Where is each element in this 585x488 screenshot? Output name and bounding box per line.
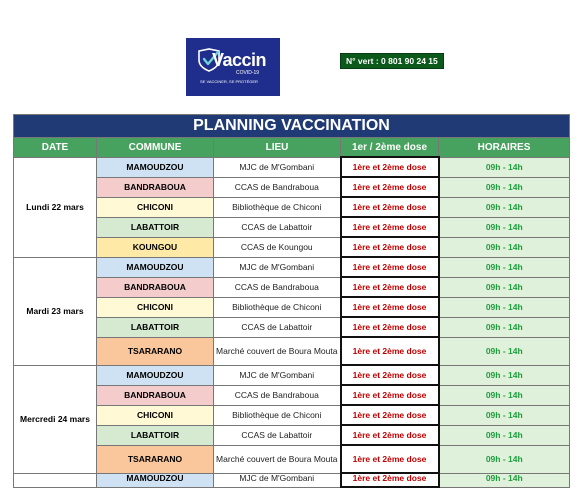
hours-cell: 09h - 14h	[439, 237, 570, 257]
commune-cell: TSARARANO	[97, 337, 214, 365]
commune-cell: BANDRABOUA	[97, 277, 214, 297]
dose-cell: 1ère et 2ème dose	[341, 297, 439, 317]
dose-cell: 1ère et 2ème dose	[341, 177, 439, 197]
header-row	[14, 138, 570, 158]
commune-cell: BANDRABOUA	[97, 385, 214, 405]
hours-cell: 09h - 14h	[439, 257, 570, 277]
logo-subtitle: SE VACCINER, SE PROTÉGER	[200, 79, 258, 84]
table-row	[14, 385, 570, 405]
commune-cell: CHICONI	[97, 197, 214, 217]
table-row	[14, 317, 570, 337]
lieu-cell: Bibliothèque de Chiconi	[214, 297, 341, 317]
lieu-cell: MJC de M'Gombani	[214, 473, 341, 487]
table-row	[14, 257, 570, 277]
dose-cell: 1ère et 2ème dose	[341, 277, 439, 297]
commune-cell: CHICONI	[97, 405, 214, 425]
commune-cell: CHICONI	[97, 297, 214, 317]
lieu-cell: CCAS de Bandraboua	[214, 277, 341, 297]
table-row	[14, 177, 570, 197]
lieu-cell: MJC de M'Gombani	[214, 157, 341, 177]
commune-cell: MAMOUDZOU	[97, 473, 214, 487]
table-row	[14, 365, 570, 385]
lieu-cell: CCAS de Bandraboua	[214, 177, 341, 197]
lieu-cell: Bibliothèque de Chiconi	[214, 197, 341, 217]
lieu-cell: Marché couvert de Boura Mouta	[214, 337, 341, 365]
dose-cell: 1ère et 2ème dose	[341, 385, 439, 405]
date-cell: Lundi 22 mars	[14, 157, 97, 257]
dose-cell: 1ère et 2ème dose	[341, 157, 439, 177]
hours-cell: 09h - 14h	[439, 317, 570, 337]
header-lieu: LIEU	[214, 138, 341, 158]
lieu-cell: Bibliothèque de Chiconi	[214, 405, 341, 425]
vaccination-schedule-table	[13, 114, 570, 488]
dose-cell: 1ère et 2ème dose	[341, 365, 439, 385]
dose-cell: 1ère et 2ème dose	[341, 257, 439, 277]
dose-cell: 1ère et 2ème dose	[341, 217, 439, 237]
commune-cell: LABATTOIR	[97, 317, 214, 337]
table-row	[14, 197, 570, 217]
hours-cell: 09h - 14h	[439, 197, 570, 217]
hours-cell: 09h - 14h	[439, 217, 570, 237]
dose-cell: 1ère et 2ème dose	[341, 425, 439, 445]
table-row	[14, 405, 570, 425]
commune-cell: TSARARANO	[97, 445, 214, 473]
dose-cell: 1ère et 2ème dose	[341, 317, 439, 337]
hours-cell: 09h - 14h	[439, 405, 570, 425]
vaccin-logo	[186, 38, 280, 96]
commune-cell: MAMOUDZOU	[97, 365, 214, 385]
lieu-cell: CCAS de Bandraboua	[214, 385, 341, 405]
hours-cell: 09h - 14h	[439, 425, 570, 445]
dose-cell: 1ère et 2ème dose	[341, 473, 439, 487]
commune-cell: LABATTOIR	[97, 425, 214, 445]
date-cell	[14, 473, 97, 487]
schedule-body	[14, 157, 570, 487]
lieu-cell: MJC de M'Gombani	[214, 257, 341, 277]
lieu-cell: CCAS de Labattoir	[214, 425, 341, 445]
table-row	[14, 297, 570, 317]
commune-cell: KOUNGOU	[97, 237, 214, 257]
table-row	[14, 277, 570, 297]
hours-cell: 09h - 14h	[439, 365, 570, 385]
hours-cell: 09h - 14h	[439, 157, 570, 177]
header-commune: COMMUNE	[97, 138, 214, 158]
hours-cell: 09h - 14h	[439, 277, 570, 297]
lieu-cell: Marché couvert de Boura Mouta	[214, 445, 341, 473]
commune-cell: MAMOUDZOU	[97, 257, 214, 277]
table-row-partial	[14, 473, 570, 487]
hours-cell: 09h - 14h	[439, 337, 570, 365]
hotline-badge: N° vert : 0 801 90 24 15	[340, 53, 444, 69]
lieu-cell: CCAS de Labattoir	[214, 217, 341, 237]
logo-brand: Vaccin	[212, 50, 267, 70]
dose-cell: 1ère et 2ème dose	[341, 337, 439, 365]
table-title: PLANNING VACCINATION	[14, 115, 570, 138]
header-horaires: HORAIRES	[439, 138, 570, 158]
lieu-cell: MJC de M'Gombani	[214, 365, 341, 385]
date-cell: Mercredi 24 mars	[14, 365, 97, 473]
table-row	[14, 337, 570, 365]
table-row	[14, 237, 570, 257]
date-cell: Mardi 23 mars	[14, 257, 97, 365]
header-dose: 1er / 2ème dose	[341, 138, 439, 158]
dose-cell: 1ère et 2ème dose	[341, 237, 439, 257]
lieu-cell: CCAS de Labattoir	[214, 317, 341, 337]
table-row	[14, 445, 570, 473]
logo-tagline: COVID-19	[236, 70, 260, 76]
commune-cell: MAMOUDZOU	[97, 157, 214, 177]
hours-cell: 09h - 14h	[439, 385, 570, 405]
table-row	[14, 217, 570, 237]
hours-cell: 09h - 14h	[439, 473, 570, 487]
commune-cell: LABATTOIR	[97, 217, 214, 237]
commune-cell: BANDRABOUA	[97, 177, 214, 197]
hours-cell: 09h - 14h	[439, 445, 570, 473]
lieu-cell: CCAS de Koungou	[214, 237, 341, 257]
dose-cell: 1ère et 2ème dose	[341, 197, 439, 217]
dose-cell: 1ère et 2ème dose	[341, 405, 439, 425]
dose-cell: 1ère et 2ème dose	[341, 445, 439, 473]
hours-cell: 09h - 14h	[439, 297, 570, 317]
hours-cell: 09h - 14h	[439, 177, 570, 197]
table-row	[14, 157, 570, 177]
table-row	[14, 425, 570, 445]
header-date: DATE	[14, 138, 97, 158]
